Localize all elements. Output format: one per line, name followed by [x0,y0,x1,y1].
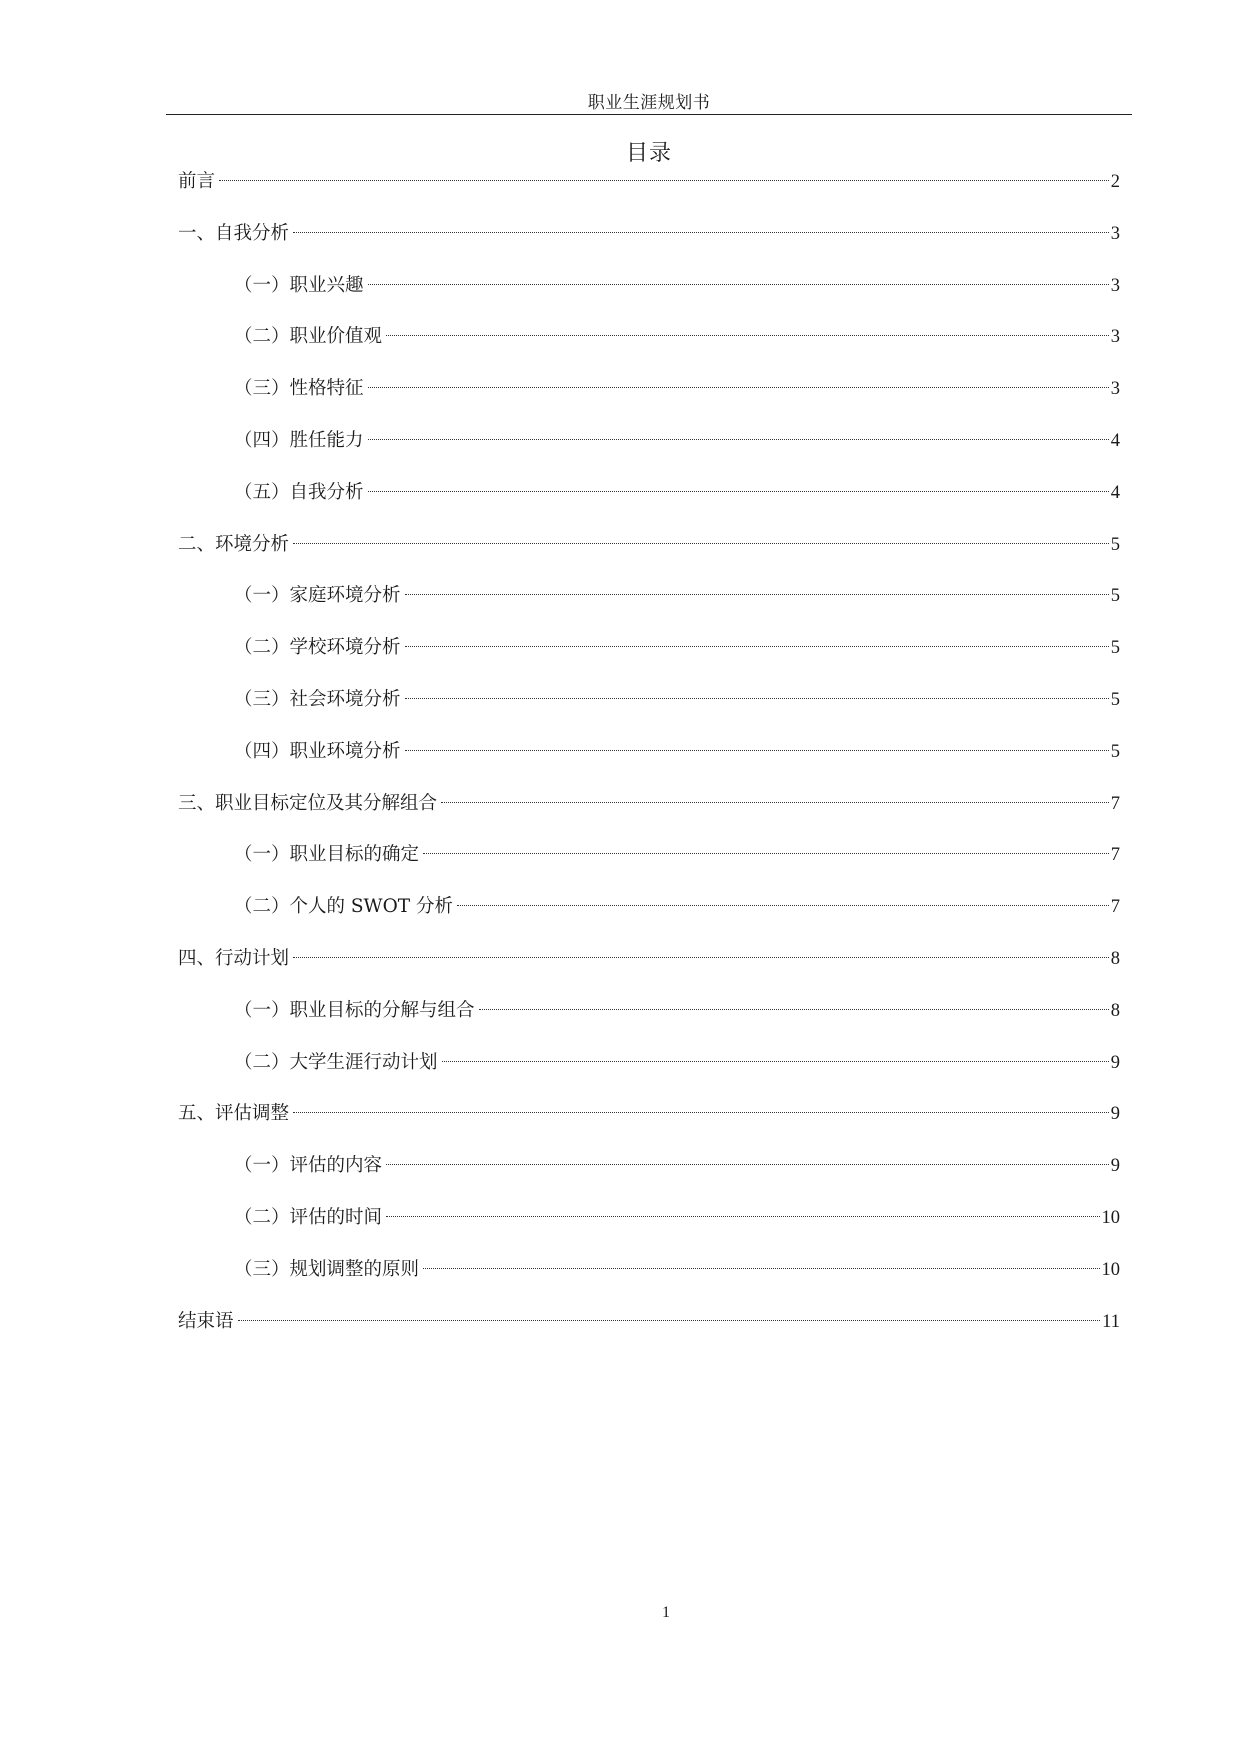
toc-dot-leader [368,439,1109,440]
toc-dot-leader [441,802,1109,803]
toc-entry[interactable] [178,1049,1120,1101]
toc-entry-page: 5 [1110,638,1120,659]
toc-dot-leader [423,853,1109,854]
toc-dot-leader [293,1112,1109,1113]
toc-dot-leader [405,750,1109,751]
toc-entry-label: 三、职业目标定位及其分解组合 [178,792,438,814]
toc-entry-label: （二）职业价值观 [234,326,383,348]
toc-entry[interactable] [178,220,1120,272]
toc-dot-leader [479,1009,1109,1010]
toc-dot-leader [386,1164,1109,1165]
toc-entry-label: （三）社会环境分析 [234,688,401,710]
toc-dot-leader [368,284,1109,285]
toc-entry[interactable] [178,582,1120,634]
toc-entry-page: 8 [1110,948,1120,969]
toc-entry-page: 5 [1110,534,1120,555]
page-header-title: 职业生涯规划书 [587,93,711,113]
toc-entry[interactable] [178,1152,1120,1204]
table-of-contents [178,168,1120,1359]
toc-entry[interactable] [178,375,1120,427]
toc-dot-leader [386,335,1109,336]
toc-dot-leader [386,1216,1099,1217]
toc-entry-page: 10 [1101,1259,1120,1280]
toc-entry-label: （二）评估的时间 [234,1206,383,1228]
toc-entry-label: （二）个人的 SWOT 分析 [234,896,453,918]
toc-entry-label: （四）职业环境分析 [234,740,401,762]
toc-dot-leader [423,1268,1099,1269]
toc-entry-label: （四）胜任能力 [234,429,364,451]
toc-dot-leader [219,180,1109,181]
toc-entry-page: 3 [1110,327,1120,348]
header-divider [166,114,1132,115]
toc-entry[interactable] [178,1204,1120,1256]
toc-entry-label: 二、环境分析 [178,533,290,555]
toc-entry[interactable] [178,1308,1120,1360]
toc-entry[interactable] [178,686,1120,738]
toc-entry-label: 五、评估调整 [178,1103,290,1125]
toc-entry[interactable] [178,738,1120,790]
toc-entry[interactable] [178,323,1120,375]
toc-entry-label: 一、自我分析 [178,222,290,244]
page-number: 1 [662,1604,670,1621]
toc-entry-page: 9 [1110,1156,1120,1177]
toc-dot-leader [405,594,1109,595]
toc-entry-page: 7 [1110,793,1120,814]
toc-entry-page: 3 [1110,223,1120,244]
toc-entry-page: 8 [1110,1000,1120,1021]
toc-entry-page: 5 [1110,741,1120,762]
toc-dot-leader [368,387,1109,388]
toc-entry-label: 四、行动计划 [178,947,290,969]
toc-entry-page: 9 [1110,1104,1120,1125]
toc-entry[interactable] [178,427,1120,479]
toc-entry-label: （二）大学生涯行动计划 [234,1051,438,1073]
toc-entry-page: 5 [1110,586,1120,607]
toc-entry-label: 结束语 [178,1310,234,1332]
toc-entry-label: （一）评估的内容 [234,1155,383,1177]
toc-dot-leader [405,646,1109,647]
toc-entry-label: （二）学校环境分析 [234,637,401,659]
toc-entry[interactable] [178,1100,1120,1152]
toc-entry[interactable] [178,1256,1120,1308]
toc-entry-page: 11 [1102,1311,1120,1332]
toc-entry[interactable] [178,168,1120,220]
toc-entry[interactable] [178,841,1120,893]
toc-dot-leader [293,232,1109,233]
toc-entry-page: 4 [1110,482,1120,503]
toc-entry-page: 4 [1110,430,1120,451]
toc-entry-label: （一）职业目标的确定 [234,844,420,866]
toc-entry-label: （五）自我分析 [234,481,364,503]
toc-entry-label: （一）职业兴趣 [234,274,364,296]
toc-dot-leader [368,491,1109,492]
toc-entry-page: 2 [1110,172,1120,192]
toc-entry[interactable] [178,272,1120,324]
toc-dot-leader [405,698,1109,699]
toc-entry[interactable] [178,479,1120,531]
toc-entry-page: 10 [1101,1207,1120,1228]
toc-dot-leader [457,905,1109,906]
toc-entry-page: 7 [1110,897,1120,918]
toc-dot-leader [442,1061,1109,1062]
toc-dot-leader [293,543,1109,544]
toc-entry-label: （三）性格特征 [234,378,364,400]
toc-entry-label: （一）家庭环境分析 [234,585,401,607]
toc-entry[interactable] [178,634,1120,686]
toc-entry-page: 3 [1110,379,1120,400]
toc-entry-page: 5 [1110,689,1120,710]
toc-entry-label: （三）规划调整的原则 [234,1258,420,1280]
toc-entry[interactable] [178,893,1120,945]
toc-entry-label: 前言 [178,171,216,192]
toc-title: 目录 [625,141,672,166]
toc-entry-label: （一）职业目标的分解与组合 [234,999,475,1021]
toc-entry-page: 9 [1110,1052,1120,1073]
toc-entry-page: 7 [1110,845,1120,866]
toc-entry[interactable] [178,945,1120,997]
toc-entry[interactable] [178,997,1120,1049]
toc-entry[interactable] [178,531,1120,583]
toc-entry[interactable] [178,790,1120,842]
toc-entry-page: 3 [1110,275,1120,296]
toc-dot-leader [238,1320,1101,1321]
toc-dot-leader [293,957,1109,958]
